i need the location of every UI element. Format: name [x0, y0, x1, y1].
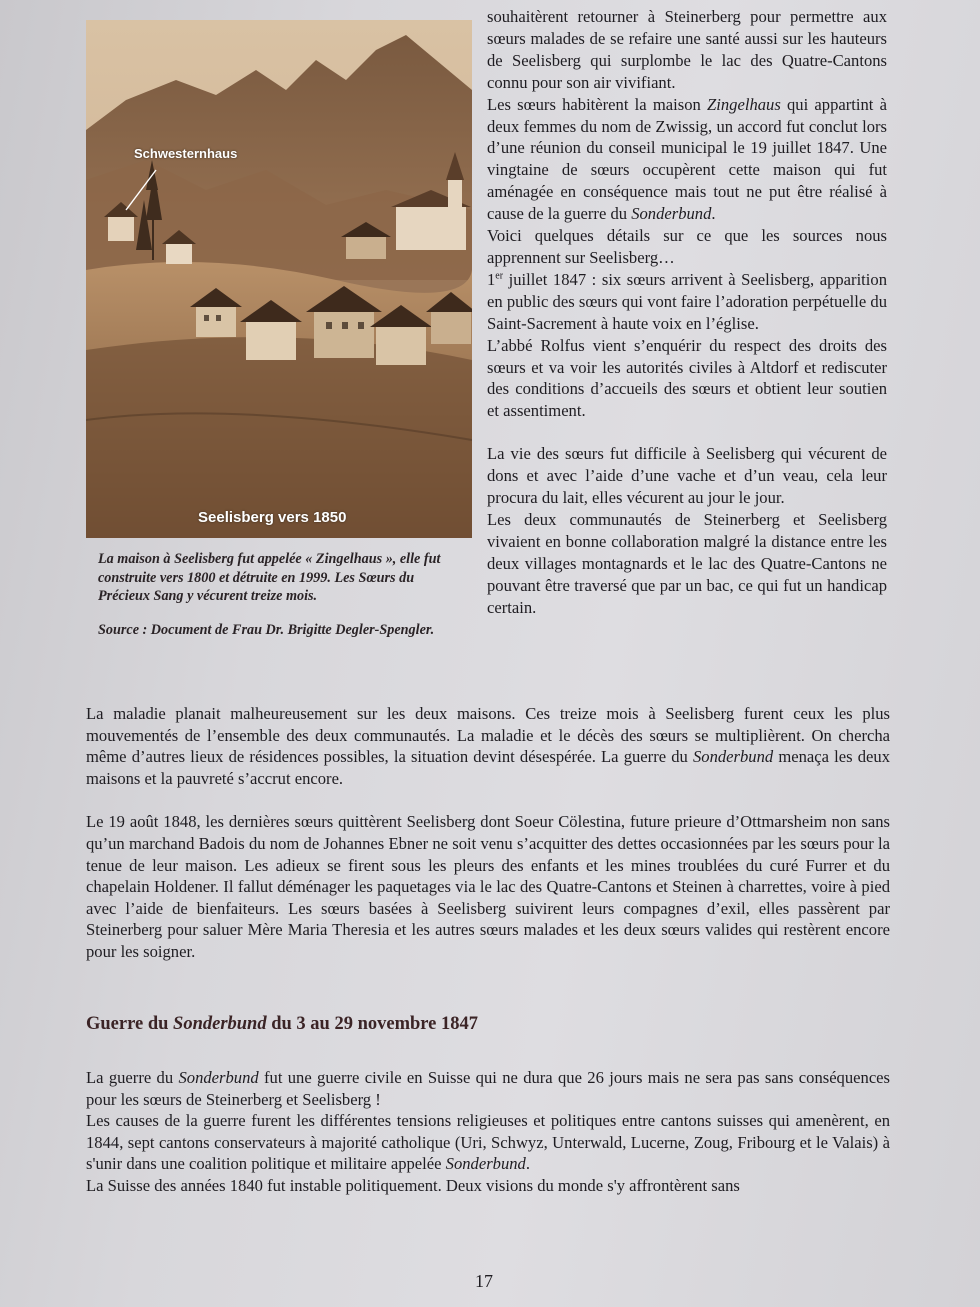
page-number: 17	[475, 1271, 493, 1291]
paragraph: La guerre du Sonderbund fut une guerre civile en Suisse qui ne dura que 26 jours mais ne sera pas sans conséquences pour les sœurs de Steinerberg et Seelisberg !	[86, 1068, 891, 1109]
paragraph: La maladie planait malheureusement sur les deux maisons. Ces treize mois à Seelisberg furent ceux les plus mouvementés de l’ensemble des deux communautés. La maladie et le décès des sœurs se multiplièrent. On chercha même d’autres lieux de résidences possibles, la situation devint désespérée. La guerre du Sonderbund menaça les deux maisons et la pauvreté s’accrut encore.	[86, 704, 890, 788]
image-label-seelisberg: Seelisberg vers 1850	[198, 509, 347, 526]
image-caption	[98, 550, 448, 639]
seelisberg-illustration	[86, 20, 472, 538]
paragraph: Le 19 août 1848, les dernières sœurs quittèrent Seelisberg dont Soeur Cölestina, future prieure d’Ottmarsheim non sans qu’un marchand Badois du nom de Johannes Ebner ne soit venu s’acquitter des dettes occasionnées par les sœurs pour la tenue de leur maison. Les adieux se firent sous les pleurs des enfants et les mines troublées du curé Furrer et du chapelain Holdener. Il fallut déménager les paquetages via le lac des Quatre-Cantons et Steinen à charrettes, voire à pied avec l’aide de bienfaiteurs. Les sœurs basées à Seelisberg suivirent leurs compagnes d’exil, elles passèrent par Steinerberg pour saluer Mère Maria Theresia et les autres sœurs malades et les deux sœurs valides qui restèrent encore pour les soigner.	[86, 812, 890, 961]
full-width-text	[86, 703, 890, 963]
caption-text: La maison à Seelisberg fut appelée « Zingelhaus », elle fut construite vers 1800 et détruite en 1999. Les Sœurs du Précieux Sang y vécurent treize mois.	[98, 551, 441, 604]
paragraph: Les deux communautés de Steinerberg et Seelisberg vivaient en bonne collaboration malgré la distance entre les deux villages montagnards et le lac des Quatre-Cantons ne pouvant être traversé que par un bac, ce qui fut un handicap certain.	[487, 509, 887, 617]
paragraph: Les sœurs habitèrent la maison Zingelhaus qui appartint à deux femmes du nom de Zwissig, un accord fut conclut lors d’une réunion du conseil municipal le 19 juillet 1847. Une vingtaine de sœurs occupèrent cette maison qui fut aménagée en conséquence mais tout ne put être réalisé à cause de la guerre du Sonderbund.	[487, 94, 887, 224]
paragraph: 1er juillet 1847 : six sœurs arrivent à Seelisberg, apparition en public des sœurs qui vont faire l’adoration perpétuelle du Saint-Sacrement à haute voix en l’église.	[487, 269, 887, 333]
paragraph: La vie des sœurs fut difficile à Seelisberg qui vécurent de dons et avec l’aide d’une vache et d’un veau, cela leur procura du lait, elles vécurent au jour le jour.	[487, 444, 887, 508]
section-heading: Guerre du Sonderbund du 3 au 29 novembre 1847	[86, 1014, 479, 1034]
paragraph: Voici quelques détails sur ce que les sources nous apprennent sur Seelisberg…	[487, 226, 887, 267]
village-engraving-image	[86, 20, 472, 538]
paragraph: Les causes de la guerre furent les différentes tensions religieuses et politiques entre cantons suisses qui amenèrent, en 1844, sept cantons conservateurs à majorité catholique (Uri, Schwyz, Unterwald, Lucerne, Zoug, Fribourg et le Valais) à s'unir dans une coalition politique et militaire appelée Sonderbund.	[86, 1111, 890, 1174]
caption-source: Source : Document de Frau Dr. Brigitte Degler-Spengler.	[98, 621, 435, 638]
section-text	[86, 1067, 890, 1197]
paragraph: L’abbé Rolfus vient s’enquérir du respect des droits des sœurs et va voir les autorités civiles à Altdorf et rediscuter des conditions d’accueils des sœurs et obtient leur soutien et assentiment.	[487, 335, 887, 421]
image-label-schwesternhaus: Schwesternhaus	[134, 146, 238, 161]
paragraph: La Suisse des années 1840 fut instable politiquement. Deux visions du monde s'y affrontèrent sans	[86, 1175, 740, 1195]
paragraph: souhaitèrent retourner à Steinerberg pour permettre aux sœurs malades de se refaire une santé aussi sur les hauteurs de Seelisberg qui surplombe le lac des Quatre-Cantons connu pour son air vivifiant.	[487, 7, 887, 92]
right-column-text	[487, 6, 887, 618]
